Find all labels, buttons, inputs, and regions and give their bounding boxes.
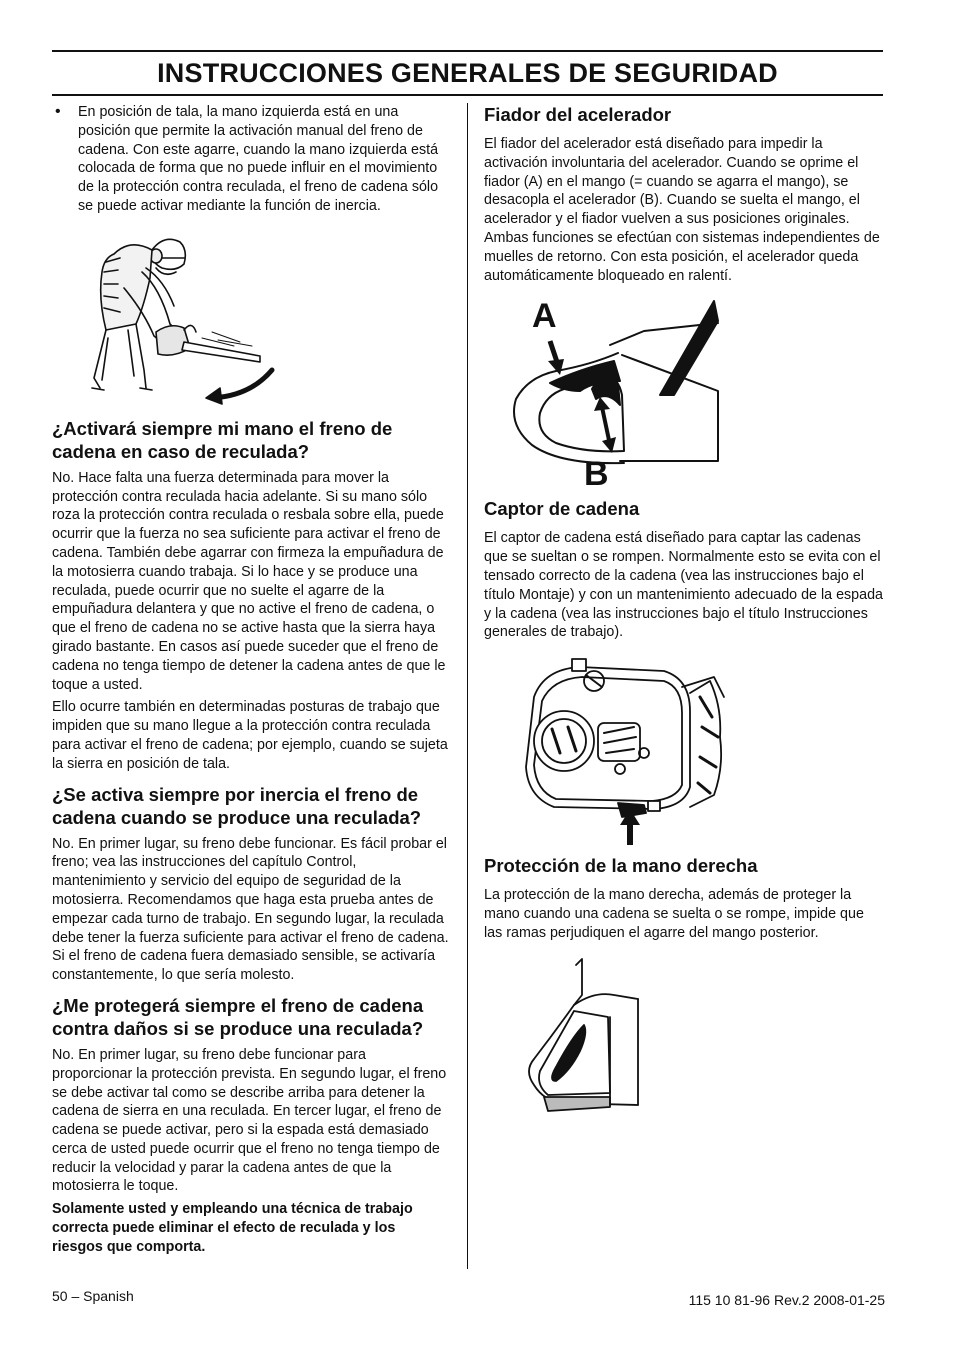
bullet-text: En posición de tala, la mano izquierda está en una posición que permite la activación manual del freno de cadena. Con este agarre, cuando la mano izquierda está colocada de forma que no puede influir en el movimiento de la protección contra reculada, el freno de cadena sólo se puede activar mediante la función de inercia. — [78, 104, 439, 214]
chain-catcher-illustration — [514, 657, 764, 849]
page-title: INSTRUCCIONES GENERALES DE SEGURIDAD — [157, 58, 778, 88]
paragraph: Ello ocurre también en determinadas posturas de trabajo que impiden que su mano llegue a la protección contra reculada para activar el freno de cadena; por ejemplo, cuando se sujeta la sierra en posición de tala. — [52, 699, 448, 772]
rear-handle-drawing — [484, 295, 724, 495]
paragraph: El captor de cadena está diseñado para captar las cadenas que se sueltan o se rompen. Normalmente esto se evita con el tensado correcto de la cadena (vea las instrucciones bajo el título Montaje) y con un mantenimiento adecuado de la espada y la cadena (vea las instrucciones bajo el título Instrucciones generales de trabajo). — [484, 530, 883, 641]
section-heading-protection: ¿Me protegerá siempre el freno de cadena contra daños si se produce una reculada? — [52, 994, 424, 1039]
section-heading-throttle-lockout: Fiador del acelerador — [484, 104, 672, 125]
section-heading-chain-catcher: Captor de cadena — [484, 498, 640, 520]
felling-position-illustration — [84, 228, 284, 408]
top-rule — [52, 50, 883, 52]
paragraph: El fiador del acelerador está diseñado para impedir la activación involuntaria del acelerador. Cuando se oprime el fiador (A) en el mango (= cuando se agarra el mango), se desacopla el acelerador (B). Cuando se suelta el mango, el acelerador y el fiador vuelven a sus posiciones originales. Ambas funciones se efectúan con sistemas independientes de muelles de retorno. Con esta posición, el acelerador queda automáticamente bloqueado en ralentí. — [484, 136, 880, 284]
column-divider — [467, 103, 468, 1269]
bold-note: Solamente usted y empleando una técnica de trabajo correcta puede eliminar el efecto de reculada y los riesgos que comporta. — [52, 1201, 413, 1255]
figure-label-b: B — [584, 455, 609, 494]
header-rule — [52, 94, 883, 96]
paragraph: No. Hace falta una fuerza determinada para mover la protección contra reculada hacia adelante. Si su mano sólo roza la protección contra reculada o resbala sobre ella, puede ocurrir que la fuerza no sea suficiente para activar el freno de cadena. También debe agarrar con firmeza la empuñadura de la motosierra cuando trabaja. Si lo hace y se produce una reculada, puede ocurrir que no suelte el agarre de la empuñadura delantera y que no active el freno de cadena, o que el freno de cadena no se active hasta que la sierra haya girado bastante. En casos así puede suceder que el freno de cadena no tenga tiempo de detener la cadena antes de que le toque a usted. — [52, 469, 446, 693]
figure-label-a: A — [532, 297, 557, 336]
bullet-item — [52, 103, 450, 216]
right-column — [484, 103, 884, 1135]
section-heading-inertia: ¿Se activa siempre por inercia el freno de cadena cuando se produce una reculada? — [52, 783, 422, 828]
paragraph: No. En primer lugar, su freno debe funcionar. Es fácil probar el freno; vea las instrucciones del capítulo Control, mantenimiento y servicio del equipo de seguridad de la motosierra. Recomendamos que haga esta prueba antes de empezar cada turno de trabajo. En segundo lugar, la reculada debe tener la fuerza suficiente para activar el freno de cadena. Si el freno de cadena fuera demasiado sensible, se activaría constantemente, lo que sería molesto. — [52, 835, 449, 984]
bullet-dot: • — [55, 103, 61, 120]
left-column — [52, 103, 450, 1257]
page-number: 50 – Spanish — [52, 1288, 134, 1304]
section-heading-hand-activation: ¿Activará siempre mi mano el freno de cadena en caso de reculada? — [52, 417, 393, 462]
right-hand-guard-illustration — [514, 955, 694, 1135]
paragraph: La protección de la mano derecha, además de proteger la mano cuando una cadena se suelta o se rompe, impide que las ramas perjudiquen el agarre del mango posterior. — [484, 887, 864, 941]
document-id: 115 10 81-96 Rev.2 2008-01-25 — [688, 1292, 885, 1308]
paragraph: No. En primer lugar, su freno debe funcionar para proporcionar la protección prevista. En segundo lugar, el freno se debe activar tal como se describe arriba para detener la cadena de sierra en una reculada. En tercer lugar, el freno de cadena se puede activar, pero si la espada está demasiado cerca de usted puede ocurrir que el freno no tenga tiempo de reducir la velocidad y parar la cadena antes de que la motosierra le toque. — [52, 1046, 447, 1195]
section-heading-right-hand-guard: Protección de la mano derecha — [484, 855, 758, 877]
throttle-lockout-figure — [484, 295, 724, 495]
